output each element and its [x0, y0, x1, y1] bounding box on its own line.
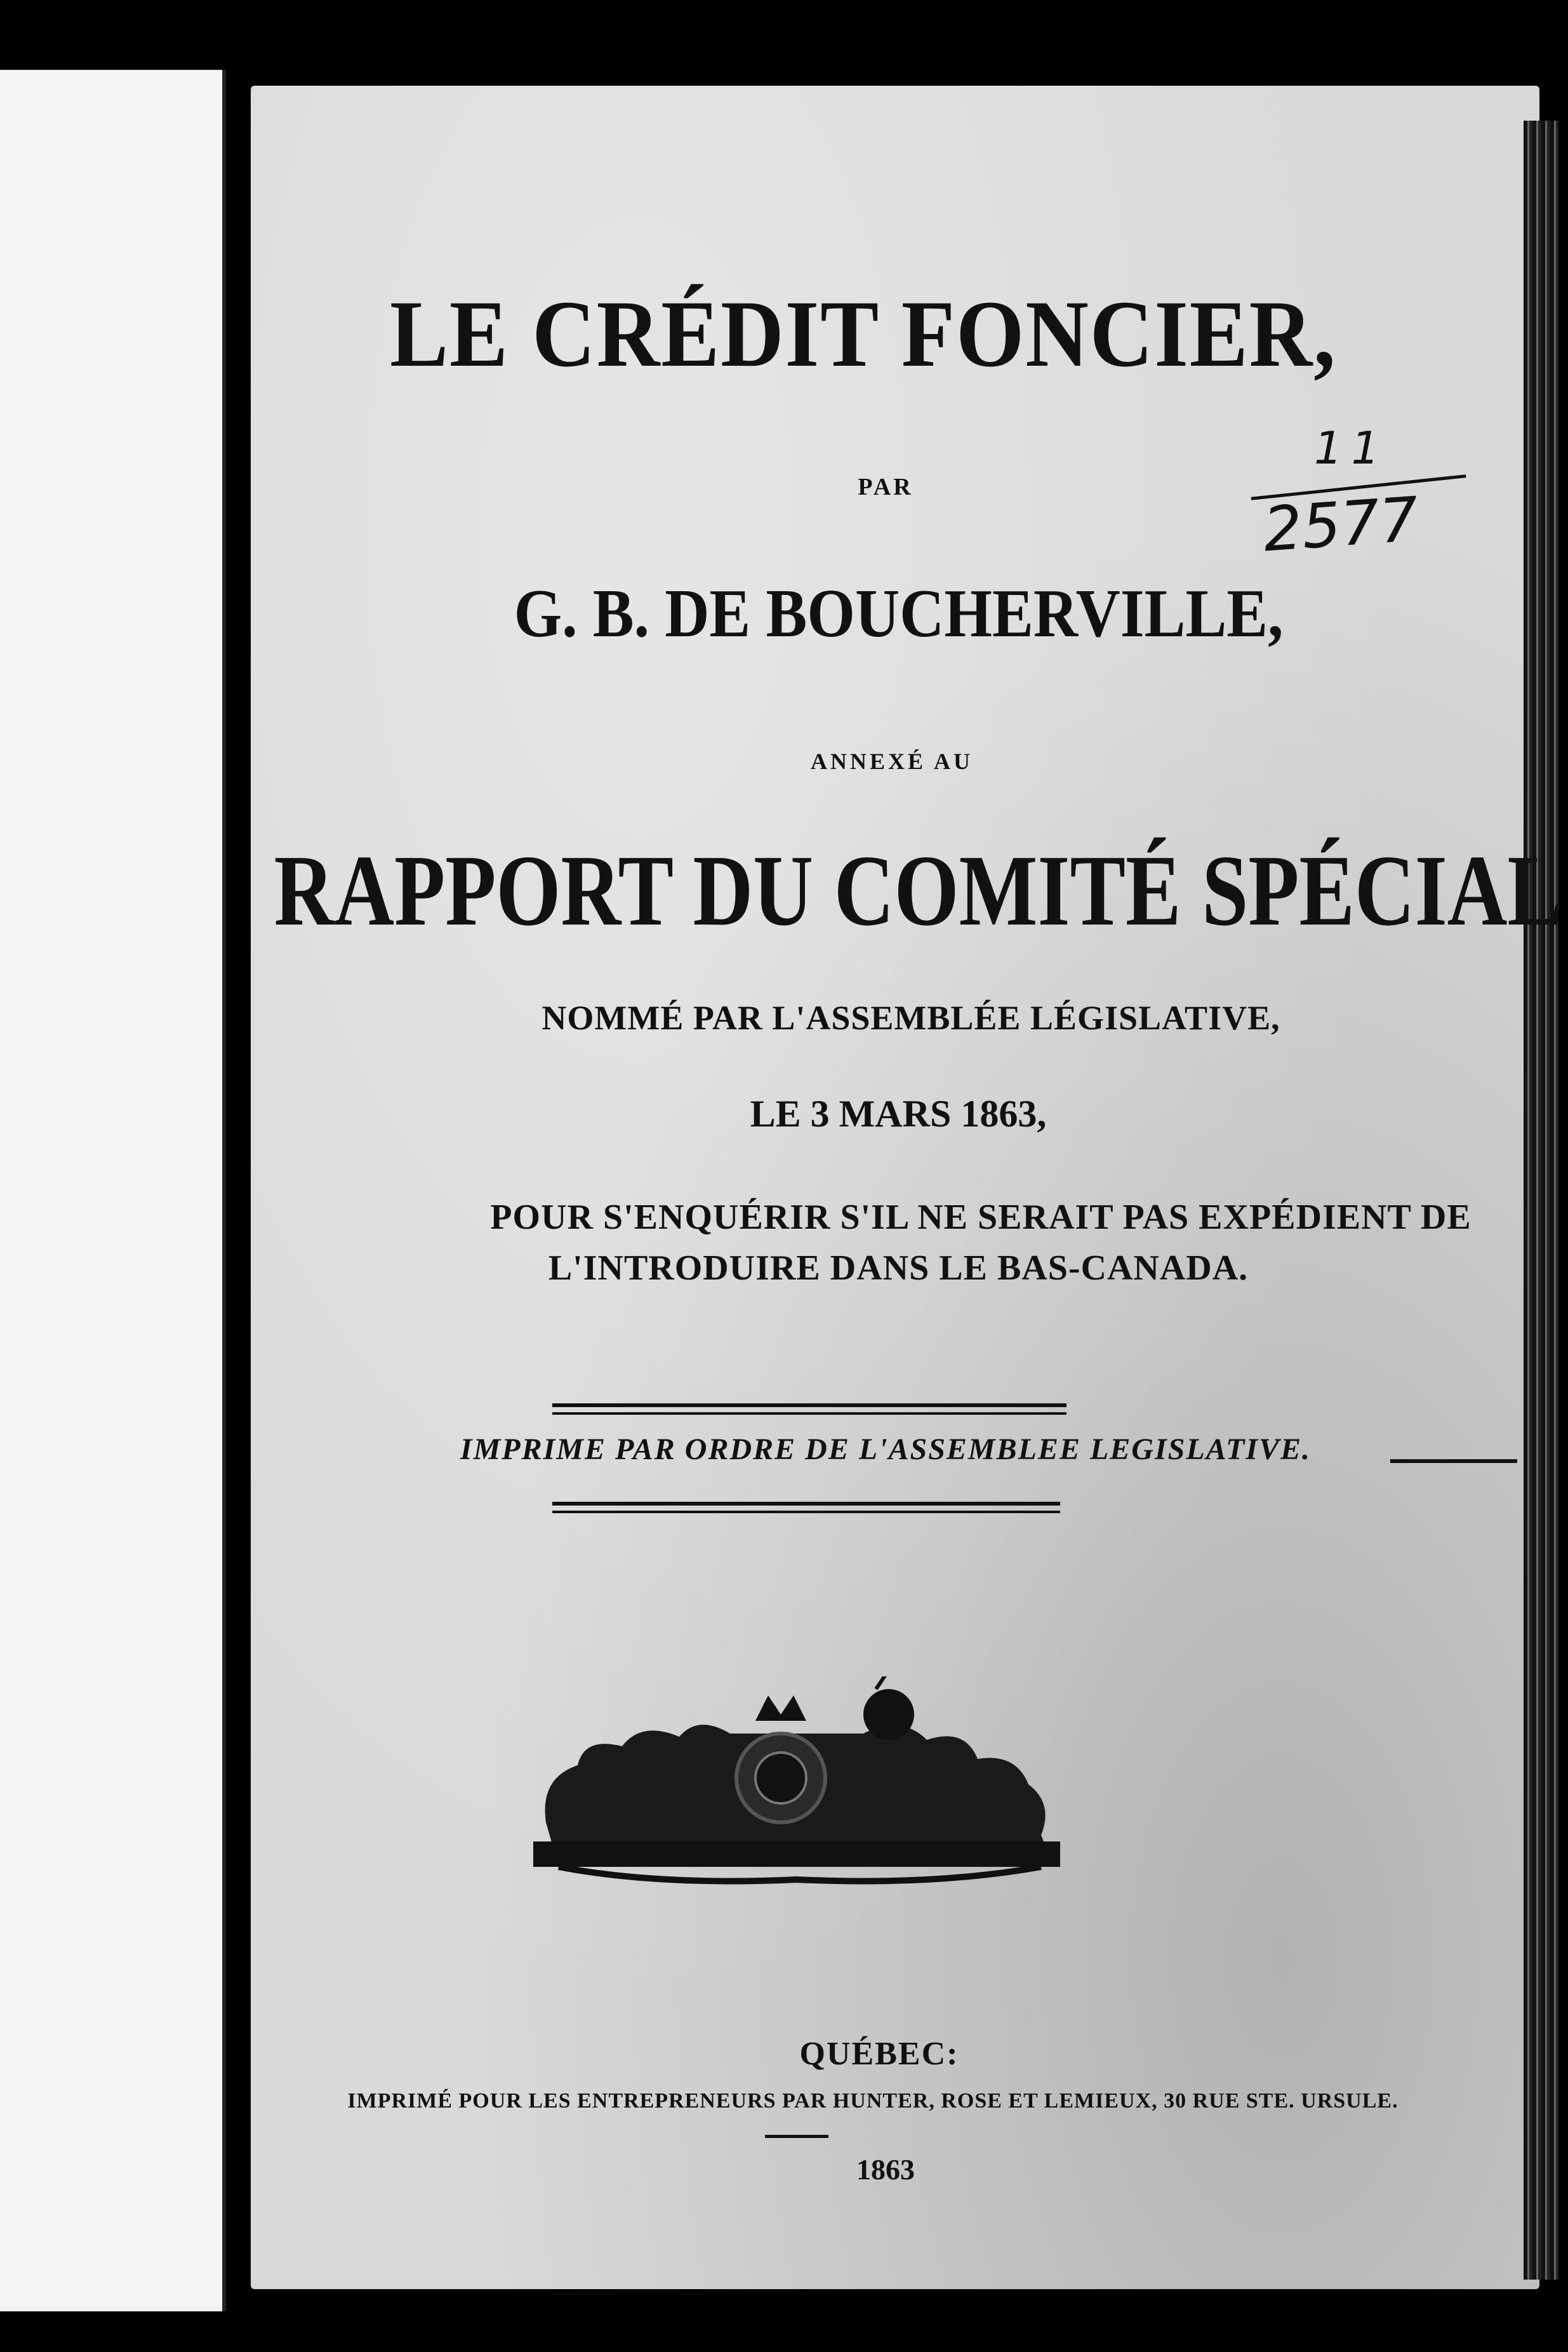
report-date: LE 3 MARS 1863,	[750, 1093, 1047, 1135]
author-name: G. B. DE BOUCHERVILLE,	[514, 576, 1284, 651]
printed-by-order-line: IMPRIME PAR ORDRE DE L'ASSEMBLEE LEGISLATIVE.	[460, 1433, 1312, 1466]
imprint-rule	[765, 2135, 828, 2138]
royal-arms-emblem	[533, 1676, 1060, 1892]
purpose-line-1: POUR S'ENQUÉRIR S'IL NE SERAIT PAS EXPÉDIENT DE	[490, 1198, 1472, 1237]
imprint-place: QUÉBEC:	[799, 2036, 959, 2072]
imprint-year: 1863	[856, 2153, 915, 2186]
by-label: PAR	[858, 474, 914, 500]
document-title: LE CRÉDIT FONCIER,	[390, 281, 1337, 387]
top-rule	[552, 1403, 1066, 1415]
title-page	[251, 86, 1539, 2289]
bottom-rule	[552, 1502, 1060, 1513]
annex-label: ANNEXÉ AU	[810, 749, 974, 774]
handwritten-annotation-top: 11	[1314, 422, 1389, 474]
purpose-line-2: L'INTRODUIRE DANS LE BAS-CANADA.	[548, 1248, 1249, 1288]
handwritten-annotation-number: 2577	[1261, 483, 1421, 566]
margin-dash	[1390, 1459, 1517, 1463]
imprint-printer: IMPRIMÉ POUR LES ENTREPRENEURS PAR HUNTER, ROSE ET LEMIEUX, 30 RUE STE. URSULE.	[347, 2089, 1399, 2113]
appointed-by-line: NOMMÉ PAR L'ASSEMBLÉE LÉGISLATIVE,	[541, 999, 1280, 1037]
report-title: RAPPORT DU COMITÉ SPÉCIAL	[274, 834, 1563, 947]
facing-blank-page	[0, 70, 226, 2311]
